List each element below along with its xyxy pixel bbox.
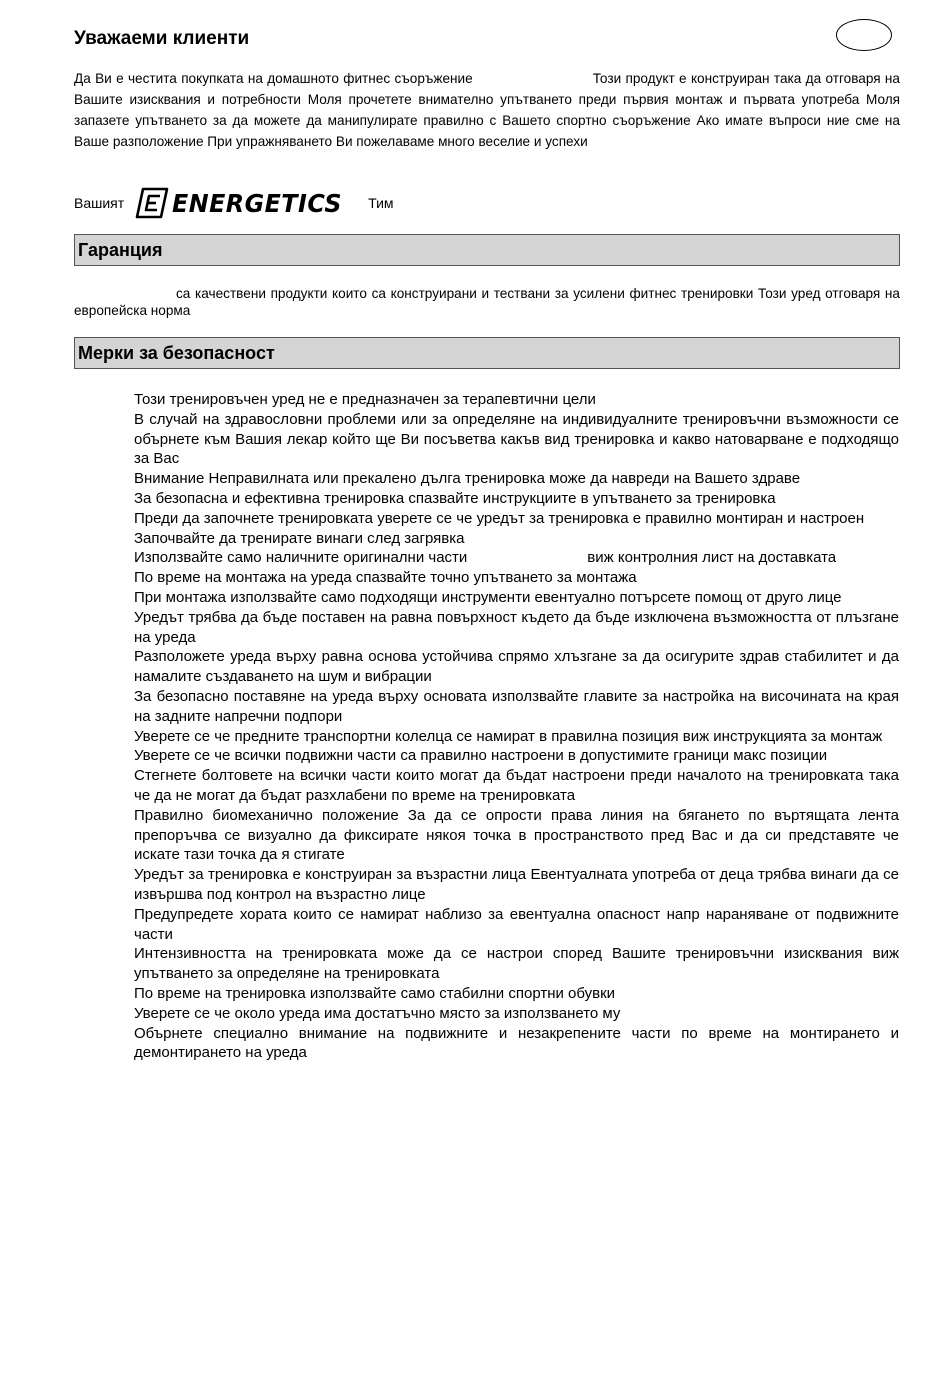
safety-rule: Преди да започнете тренировката уверете се че уредът за тренировка е правилно монтиран и настроен [134,509,865,527]
page-title: Уважаеми клиенти [74,28,250,49]
safety-rule: Правилно биомеханично положение За да се опрости права линия на бягането по въртящата лента препоръчва се визуално да фиксирате някоя точка в пространството пред Вас и да си представяте че искате тази точка да я стигате [134,806,899,864]
language-badge-oval [836,19,892,51]
safety-rule: Обърнете специално внимание на подвижните и незакрепените части по време на монтирането и демонтирането на уреда [134,1024,899,1062]
safety-rule: В случай на здравословни проблеми или за определяне на индивидуалните тренировъчни възможности се обърнете към Вашия лекар който ще Ви посъветва какъв вид тренировка и какво натоварване е подходящо за Вас [134,410,899,468]
signature-line [74,186,394,220]
safety-rule-parts [134,548,899,568]
safety-rule: По време на монтажа на уреда спазвайте точно упътването за монтажа [134,569,637,587]
safety-rule: Уредът трябва да бъде поставен на равна повърхност където да бъде изключена възможността от плъзгане на уреда [134,608,899,646]
safety-heading: Мерки за безопасност [74,337,900,369]
safety-rule: Стегнете болтовете на всички части които могат да бъдат настроени преди началото на тренировката така че да не могат да бъдат разхлабени по време на тренировката [134,767,899,804]
intro-paragraph [74,68,900,152]
safety-rule: Внимание Неправилната или прекалено дълга тренировка може да навреди на Вашето здраве [134,470,801,488]
safety-rule: Този тренировъчен уред не е предназначен за терапевтични цели [134,391,596,408]
safety-rule: Започвайте да тренирате винаги след загрявка [134,529,465,547]
safety-rule-parts-left: Използвайте само наличните оригинални части [134,549,468,567]
safety-rule: Интензивността на тренировката може да се настрои според Вашите тренировъчни изисквания виж упътването за определяне на тренировката [134,945,899,983]
safety-rule: Разположете уреда върху равна основа устойчива спрямо хлъзгане за да осигурите здрав стабилитет и да намалите създаването на шум и вибрации [134,648,899,686]
safety-rule-parts-right: виж контролния лист на доставката [587,549,837,567]
safety-rule: За безопасна и ефективна тренировка спазвайте инструкциите в упътването за тренировка [134,489,776,507]
safety-rule: При монтажа използвайте само подходящи инструменти евентуално потърсете помощ от друго лице [134,588,842,606]
energetics-wordmark [170,187,346,219]
energetics-e-icon [134,187,170,219]
energetics-logo [134,187,346,219]
intro-rest: отговаря на Вашите изисквания и потребности Моля прочетете внимателно упътването преди първия монтаж и първата употреба Моля запазете упътването за да можете да манипулирате правилно с Вашето спортно съоръжение Ако имате въпроси ние сме на Ваше разположение При упражняването Ви пожелаваме много веселие и успехи [74,71,900,149]
safety-rule: Уверете се че всички подвижни части са правилно настроени в допустимите граници макс позиции [134,747,828,765]
safety-rule: Предупредете хората които се намират наблизо за евентуална опасност напр нараняване от подвижните части [134,905,899,943]
safety-rule: Уверете се че около уреда има достатъчно място за използването му [134,1004,621,1022]
safety-rule: По време на тренировка използвайте само стабилни спортни обувки [134,984,616,1002]
intro-line1-left: Да Ви е честита покупката на домашното фитнес съоръжение [74,71,473,86]
signature-suffix: Тим [368,195,394,211]
warranty-text: са качествени продукти които са конструирани и тествани за усилени фитнес тренировки Този уред отговаря на европейска норма [74,286,900,318]
signature-prefix: Вашият [74,195,125,211]
safety-rule: Уредът за тренировка е конструиран за възрастни лица Евентуалната употреба от деца трябва винаги да се извършва под контрол на възрастно лице [134,866,899,903]
safety-rule: Уверете се че предните транспортни колелца се намират в правилна позиция виж инструкцията за монтаж [134,727,883,745]
safety-rules-list [134,390,899,1063]
energetics-wordmark-text: ENERGETICS [172,189,343,218]
intro-line1-right: Този продукт е конструиран така да [592,71,822,86]
safety-rule: За безопасно поставяне на уреда върху основата използвайте главите за настройка на височината на края на задните напречни подпори [134,687,899,725]
warranty-heading: Гаранция [74,234,900,266]
